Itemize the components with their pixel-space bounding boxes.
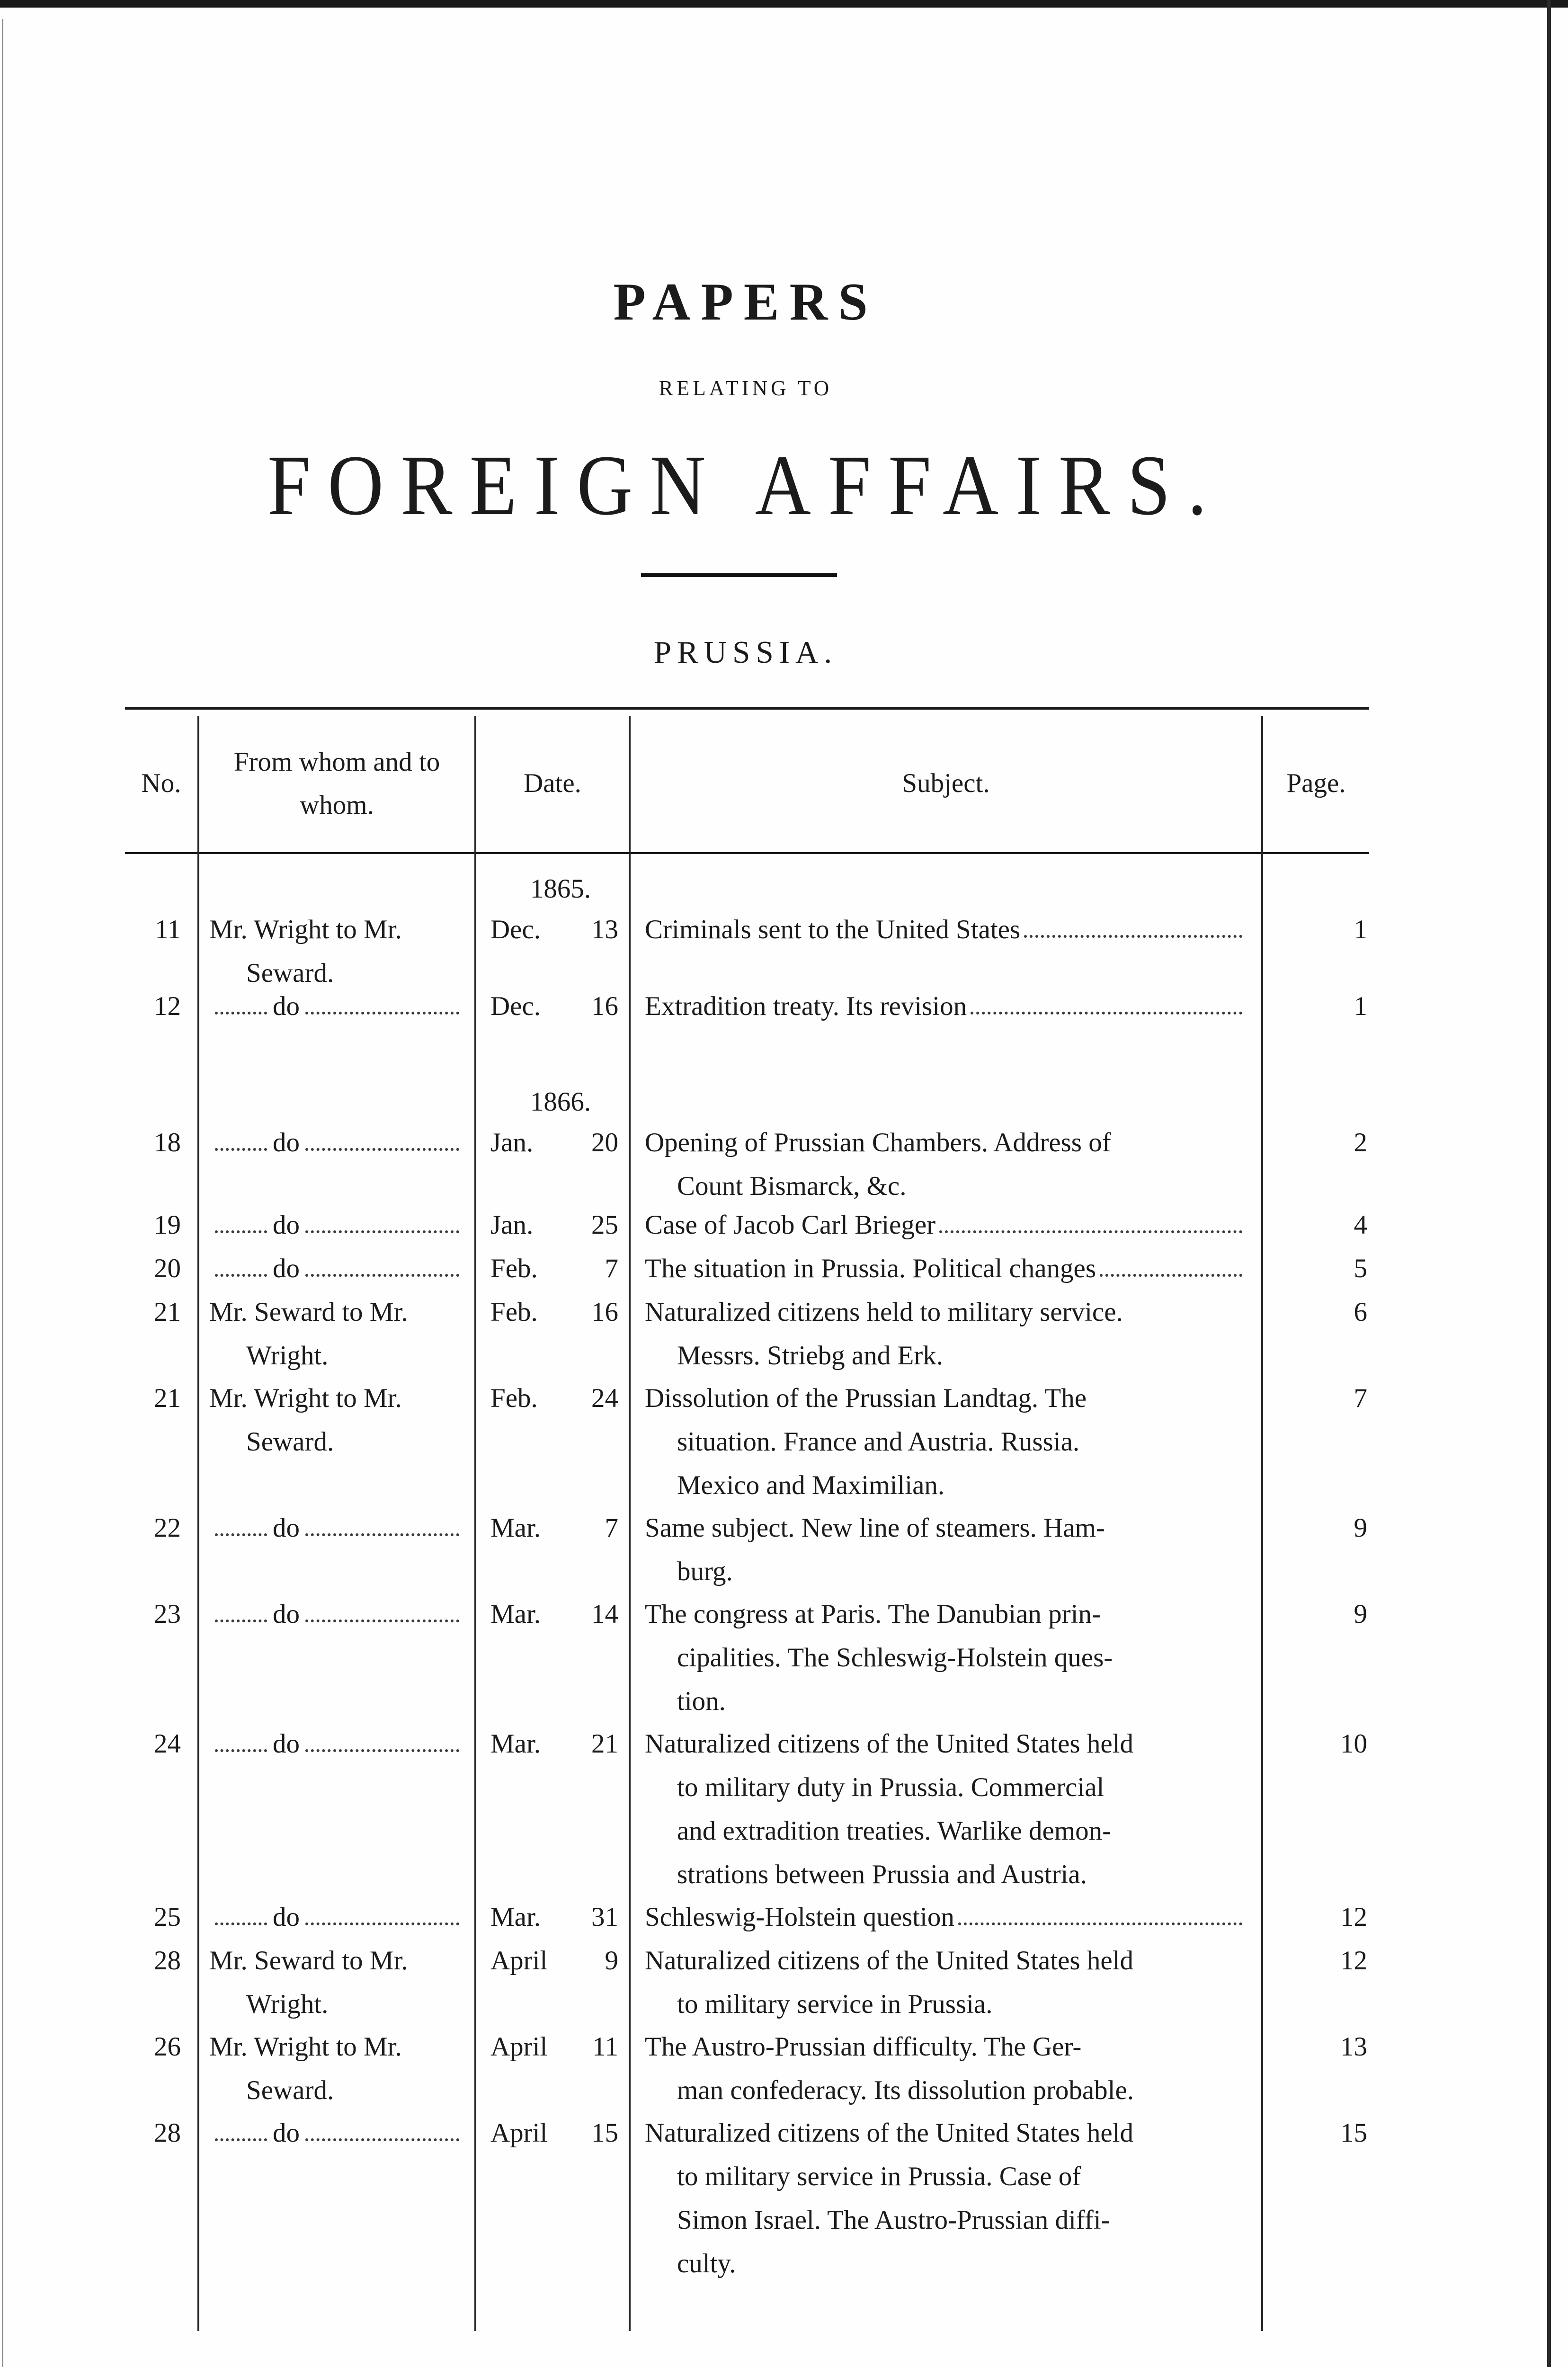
relating-to-line: RELATING TO [659, 376, 833, 400]
subject-line: Criminals sent to the United States [645, 915, 1021, 944]
row-date-day: 31 [591, 1902, 618, 1932]
row-page-number: 2 [1354, 1128, 1367, 1157]
dot-leader [971, 1012, 1242, 1014]
row-date-month: April [490, 2118, 548, 2148]
row-date-day: 14 [591, 1599, 618, 1629]
row-subject [645, 1939, 1246, 2026]
row-subject [645, 2111, 1246, 2286]
ditto-text: do [273, 991, 300, 1021]
row-page-number: 1 [1354, 991, 1367, 1021]
row-date-month: Jan. [490, 1128, 534, 1157]
subject-line: Dissolution of the Prussian Landtag. The [645, 1383, 1087, 1413]
subject-line: to military duty in Prussia. Commercial [677, 1772, 1105, 1802]
column-header-page: Page. [1286, 768, 1346, 799]
row-date-month: Dec. [490, 991, 541, 1021]
table-header-rule [125, 852, 1369, 854]
row-date-day: 25 [591, 1210, 618, 1240]
correspondent-line: Seward. [246, 1427, 334, 1457]
ditto-text: do [273, 1902, 300, 1932]
column-header-from: From whom and to whom. [233, 747, 440, 820]
row-subject [645, 1203, 1246, 1247]
subject-line: Schleswig-Holstein question [645, 1902, 954, 1932]
correspondent-line: Seward. [246, 2075, 334, 2105]
row-correspondents [209, 2025, 465, 2112]
row-subject [645, 1895, 1246, 1939]
subject-line: Mexico and Maximilian. [677, 1470, 945, 1500]
column-rule-no [197, 716, 199, 2331]
row-date-month: Mar. [490, 1513, 541, 1543]
row-date-month: Feb. [490, 1297, 538, 1327]
scan-left-border [2, 19, 3, 2367]
dot-leader [1024, 935, 1242, 938]
subject-line: tion. [677, 1686, 726, 1716]
subject-line: Simon Israel. The Austro-Prussian diffi- [677, 2205, 1110, 2235]
row-date-month: April [490, 1946, 548, 1975]
dot-leader [1100, 1274, 1242, 1277]
row-correspondents [209, 1939, 465, 2026]
subject-line: Count Bismarck, &c. [677, 1171, 907, 1201]
subject-line: Messrs. Striebg and Erk. [677, 1341, 944, 1370]
row-date-month: Feb. [490, 1383, 538, 1413]
row-subject [645, 1377, 1246, 1507]
correspondent-line: Seward. [246, 958, 334, 988]
row-number: 20 [154, 1254, 181, 1283]
row-number: 19 [154, 1210, 181, 1240]
ditto-mark [209, 985, 465, 1028]
subject-line: Same subject. New line of steamers. Ham- [645, 1513, 1105, 1543]
subject-line: Naturalized citizens held to military service. [645, 1297, 1123, 1327]
row-number: 25 [154, 1902, 181, 1932]
ditto-mark [209, 1247, 465, 1290]
row-date-day: 7 [605, 1254, 618, 1283]
column-header-subject: Subject. [902, 768, 990, 799]
row-subject [645, 1506, 1246, 1593]
row-subject [645, 985, 1246, 1028]
row-date-month: Mar. [490, 1902, 541, 1932]
row-correspondents [209, 1121, 465, 1165]
subject-line: man confederacy. Its dissolution probable. [677, 2075, 1134, 2105]
subject-line: The congress at Paris. The Danubian prin- [645, 1599, 1101, 1629]
row-correspondents [209, 1895, 465, 1939]
subject-line: burg. [677, 1557, 733, 1586]
row-date-day: 7 [605, 1513, 618, 1543]
row-date-day: 9 [605, 1946, 618, 1975]
row-page-number: 5 [1354, 1254, 1367, 1283]
correspondent-line: Mr. Wright to Mr. [209, 1383, 402, 1413]
row-page-number: 1 [1354, 915, 1367, 944]
ditto-text: do [273, 1128, 300, 1157]
subject-line: culty. [677, 2249, 736, 2278]
row-date-day: 16 [591, 1297, 618, 1327]
foreign-affairs-heading: FOREIGN AFFAIRS. [267, 438, 1224, 533]
subject-line: Case of Jacob Carl Brieger [645, 1210, 936, 1240]
row-correspondents [209, 1593, 465, 1636]
subject-line: to military service in Prussia. [677, 1989, 993, 2019]
row-number: 21 [154, 1297, 181, 1327]
row-correspondents [209, 1377, 465, 1464]
row-correspondents [209, 1203, 465, 1247]
subject-line: The Austro-Prussian difficulty. The Ger- [645, 2032, 1082, 2062]
document-title: PAPERS [613, 273, 878, 331]
row-number: 18 [154, 1128, 181, 1157]
ditto-text: do [273, 1513, 300, 1543]
ditto-mark [209, 1722, 465, 1766]
row-subject [645, 2025, 1246, 2112]
row-date-month: Jan. [490, 1210, 534, 1240]
subject-line: Extradition treaty. Its revision [645, 991, 967, 1021]
subject-line: Opening of Prussian Chambers. Address of [645, 1128, 1111, 1157]
subject-line: The situation in Prussia. Political changes [645, 1254, 1096, 1283]
row-date-day: 11 [592, 2032, 618, 2062]
subject-line: strations between Prussia and Austria. [677, 1860, 1087, 1889]
row-number: 28 [154, 2118, 181, 2148]
ditto-mark [209, 1593, 465, 1636]
row-date-month: Mar. [490, 1729, 541, 1759]
row-date-month: Dec. [490, 915, 541, 944]
correspondent-line: Mr. Wright to Mr. [209, 915, 402, 944]
row-page-number: 6 [1354, 1297, 1367, 1327]
year-label: 1866. [530, 1087, 591, 1117]
row-date-day: 16 [591, 991, 618, 1021]
row-date-day: 24 [591, 1383, 618, 1413]
subject-line: cipalities. The Schleswig-Holstein ques- [677, 1643, 1113, 1673]
row-correspondents [209, 985, 465, 1028]
ditto-text: do [273, 1254, 300, 1283]
row-number: 11 [155, 915, 181, 944]
ditto-text: do [273, 1599, 300, 1629]
ditto-text: do [273, 2118, 300, 2148]
row-number: 24 [154, 1729, 181, 1759]
dot-leader [958, 1922, 1242, 1925]
ditto-mark [209, 1895, 465, 1939]
row-page-number: 10 [1340, 1729, 1367, 1759]
scan-right-border [1547, 0, 1551, 2367]
row-correspondents [209, 1506, 465, 1550]
subject-line: to military service in Prussia. Case of [677, 2162, 1081, 2191]
subject-line: Naturalized citizens of the United States held [645, 1946, 1133, 1975]
row-number: 12 [154, 991, 181, 1021]
row-correspondents [209, 908, 465, 995]
ditto-mark [209, 2111, 465, 2155]
row-date-month: Mar. [490, 1599, 541, 1629]
row-number: 22 [154, 1513, 181, 1543]
ditto-mark [209, 1121, 465, 1165]
ditto-text: do [273, 1729, 300, 1759]
row-number: 23 [154, 1599, 181, 1629]
row-page-number: 12 [1340, 1946, 1367, 1975]
row-subject [645, 908, 1246, 952]
row-subject [645, 1722, 1246, 1896]
row-number: 28 [154, 1946, 181, 1975]
correspondent-line: Mr. Seward to Mr. [209, 1946, 408, 1975]
ditto-mark [209, 1203, 465, 1247]
row-date-month: April [490, 2032, 548, 2062]
title-divider [641, 573, 837, 577]
row-correspondents [209, 2111, 465, 2155]
row-number: 21 [154, 1383, 181, 1413]
row-subject [645, 1290, 1246, 1378]
subject-line: and extradition treaties. Warlike demon- [677, 1816, 1112, 1846]
correspondent-line: Wright. [246, 1341, 329, 1370]
ditto-text: do [273, 1210, 300, 1240]
row-page-number: 15 [1340, 2118, 1367, 2148]
column-header-date: Date. [524, 768, 581, 799]
scan-top-border [0, 0, 1568, 8]
row-date-day: 20 [591, 1128, 618, 1157]
correspondent-line: Mr. Seward to Mr. [209, 1297, 408, 1327]
year-label: 1865. [530, 874, 591, 904]
row-number: 26 [154, 2032, 181, 2062]
row-correspondents [209, 1290, 465, 1378]
column-rule-date [629, 716, 631, 2331]
row-date-month: Feb. [490, 1254, 538, 1283]
country-heading: PRUSSIA. [653, 635, 838, 670]
row-correspondents [209, 1722, 465, 1766]
row-page-number: 4 [1354, 1210, 1367, 1240]
subject-line: Naturalized citizens of the United States held [645, 2118, 1133, 2148]
ditto-mark [209, 1506, 465, 1550]
row-subject [645, 1593, 1246, 1723]
row-page-number: 9 [1354, 1513, 1367, 1543]
subject-line: Naturalized citizens of the United States held [645, 1729, 1133, 1759]
contents-table [125, 707, 1369, 2337]
row-page-number: 7 [1354, 1383, 1367, 1413]
row-page-number: 12 [1340, 1902, 1367, 1932]
column-rule-from [474, 716, 476, 2331]
subject-line: situation. France and Austria. Russia. [677, 1427, 1080, 1457]
row-date-day: 13 [591, 915, 618, 944]
row-subject [645, 1247, 1246, 1290]
column-header-no: No. [141, 768, 181, 799]
row-correspondents [209, 1247, 465, 1290]
correspondent-line: Wright. [246, 1989, 329, 2019]
row-page-number: 9 [1354, 1599, 1367, 1629]
correspondent-line: Mr. Wright to Mr. [209, 2032, 402, 2062]
table-top-rule [125, 707, 1369, 710]
row-date-day: 15 [591, 2118, 618, 2148]
row-subject [645, 1121, 1246, 1208]
row-date-day: 21 [591, 1729, 618, 1759]
row-page-number: 13 [1340, 2032, 1367, 2062]
dot-leader [939, 1230, 1242, 1233]
